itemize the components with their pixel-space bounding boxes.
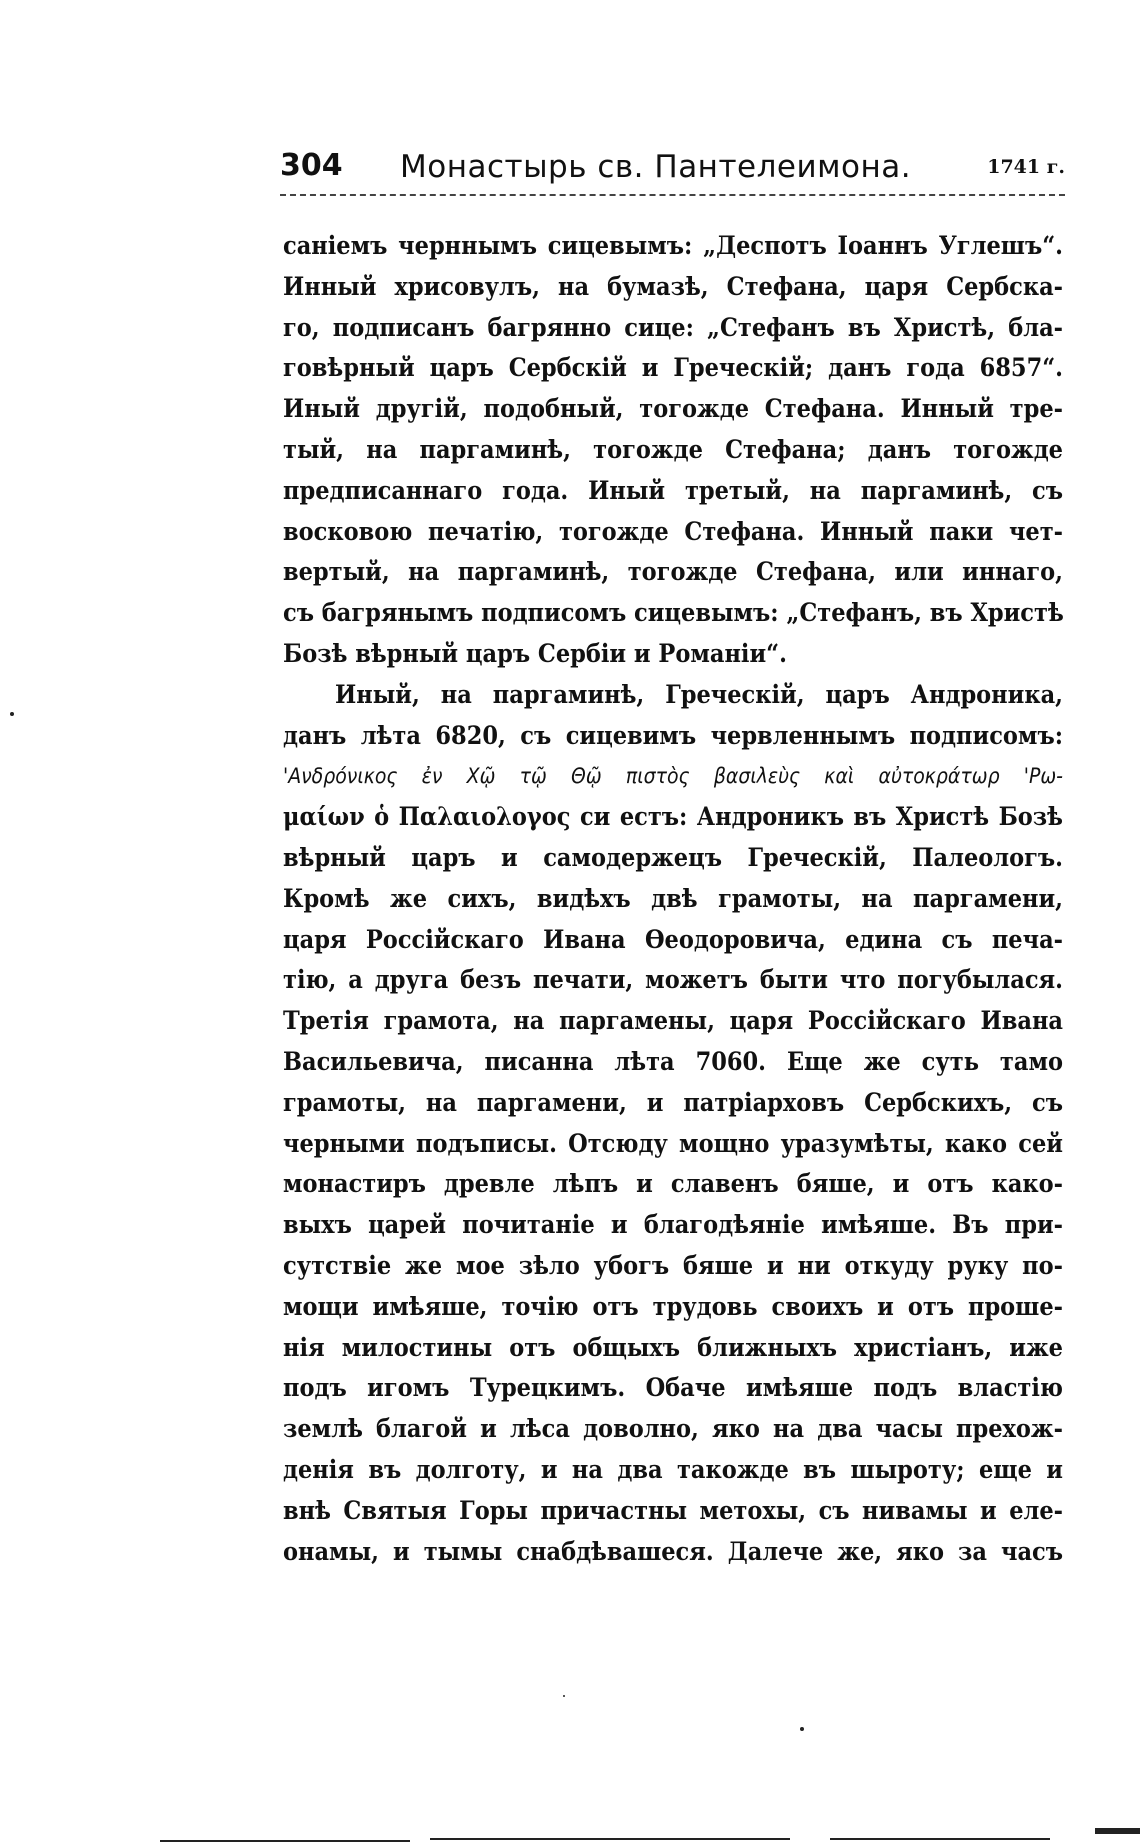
bottom-scan-edge (830, 1838, 1050, 1840)
scan-speck (800, 1727, 804, 1731)
text-line: саніемъ черннымъ сицевымъ: „Деспотъ Іоаннъ Углешъ“. (283, 231, 1063, 260)
page-header (280, 148, 1065, 194)
header-rule (280, 194, 1065, 196)
text-line: монастиръ древле лѣпъ и славенъ бяше, и отъ како- (283, 1169, 1063, 1199)
text-line: говѣрный царъ Сербскій и Греческій; данъ года 6857“. (283, 353, 1063, 383)
text-line: сутствіе же мое зѣло убогъ бяше и ни откуду руку по- (283, 1250, 1063, 1280)
text-line: Инный хрисовулъ, на бумазѣ, Стефана, царя Сербска- (283, 271, 1063, 301)
bottom-scan-edge (1095, 1828, 1140, 1834)
scan-speck (563, 1695, 565, 1697)
text-line: съ багрянымъ подписомъ сицевымъ: „Стефанъ, въ Христѣ (283, 598, 1064, 628)
running-title: Монастырь св. Пантелеимона. (400, 149, 912, 185)
text-line: вѣрный царъ и самодержецъ Греческій, Палеологъ. (283, 842, 1063, 872)
text-line: внѣ Святыя Горы причастны метохы, съ нивамы и еле- (283, 1495, 1063, 1525)
text-line: онамы, и тымы снабдѣвашеся. Далече же, яко за часъ (283, 1536, 1063, 1566)
text-line: Бозѣ вѣрный царъ Сербіи и Романіи“. (283, 638, 787, 668)
text-line: Васильевича, писанна лѣта 7060. Еще же суть тамо (283, 1046, 1063, 1076)
text-line: подъ игомъ Турецкимъ. Обаче имѣяше подъ властію (283, 1373, 1063, 1403)
paragraph-start-line: Иный, на паргаминѣ, Греческій, царъ Андроника, (335, 679, 1063, 709)
text-line: Иный другій, подобный, тогожде Стефана. Инный тре- (283, 394, 1063, 424)
text-line: нія милостины отъ общыхъ ближныхъ христіанъ, иже (283, 1332, 1063, 1362)
text-line: Третія грамота, на паргамены, царя Россійскаго Ивана (283, 1006, 1063, 1036)
year-mark: 1741 г. (987, 156, 1065, 178)
text-line: Кромѣ же сихъ, видѣхъ двѣ грамоты, на паргамени, (283, 883, 1063, 913)
text-line: выхъ царей почитаніе и благодѣяніе имѣяше. Въ при- (283, 1210, 1063, 1240)
text-line: землѣ благой и лѣса доволно, яко на два часы прехож- (283, 1414, 1063, 1444)
text-line: денія въ долготу, и на два такожде въ шыроту; еще и (283, 1454, 1063, 1484)
text-line: мощи имѣяше, точію отъ трудовь своихъ и отъ проше- (283, 1291, 1063, 1321)
bottom-scan-edge (430, 1838, 790, 1840)
text-line: царя Россійскаго Ивана Өеодоровича, едина съ печа- (283, 924, 1063, 954)
text-line: μαίων ὁ Παλαιολογος си естъ: Андроникъ въ Христѣ Бозѣ (283, 802, 1063, 832)
text-line: восковою печатію, тогожде Стефана. Инный паки чет- (283, 516, 1063, 546)
greek-inscription-line: 'Ανδρόνικος ἐν Χῷ τῷ Θῷ πιστὸς βασιλεὺς καὶ αὐτοκράτωρ 'Ρω- (283, 764, 1063, 789)
text-line: грамоты, на паргамени, и патріарховъ Сербскихъ, съ (283, 1087, 1063, 1117)
text-line: вертый, на паргаминѣ, тогожде Стефана, или иннаго, (283, 557, 1063, 587)
page-number: 304 (280, 148, 343, 183)
text-line: го, подписанъ багрянно сице: „Стефанъ въ Христѣ, бла- (283, 312, 1063, 342)
text-line: черными подъписы. Отсюду мощно уразумѣты, како сей (283, 1128, 1063, 1158)
text-line: тію, а друга безъ печати, можетъ быти что погубылася. (283, 965, 1063, 995)
body-text (283, 226, 1063, 1572)
scan-speck (10, 712, 14, 716)
text-line: тый, на паргаминѣ, тогожде Стефана; данъ тогожде (283, 434, 1063, 464)
bottom-scan-edge (160, 1840, 410, 1842)
text-line: данъ лѣта 6820, съ сицевимъ червленнымъ подписомъ: (283, 720, 1063, 750)
text-line: предписаннаго года. Иный третый, на паргаминѣ, съ (283, 475, 1063, 505)
